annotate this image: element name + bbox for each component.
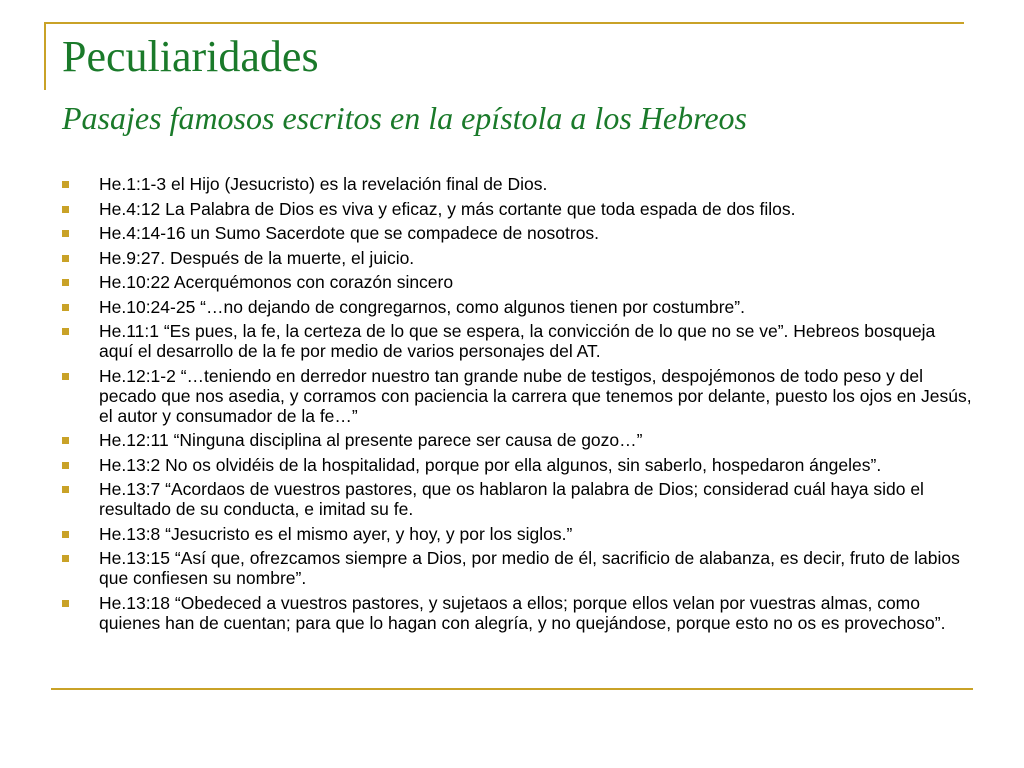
bullet-text: He.10:24-25 “…no dejando de congregarnos, como algunos tienen por costumbre”. bbox=[99, 296, 745, 317]
slide-subtitle: Pasajes famosos escritos en la epístola a los Hebreos bbox=[62, 100, 747, 136]
bullet-text: He.13:8 “Jesucristo es el mismo ayer, y hoy, y por los siglos.” bbox=[99, 523, 573, 544]
top-rule bbox=[44, 22, 964, 24]
square-bullet-icon bbox=[62, 437, 69, 444]
bullet-text: He.4:14-16 un Sumo Sacerdote que se compadece de nosotros. bbox=[99, 223, 600, 243]
bullet-text: He.13:2 No os olvidéis de la hospitalidad, porque por ella algunos, sin saberlo, hospedaron ángeles”. bbox=[99, 454, 882, 475]
square-bullet-icon bbox=[62, 600, 69, 607]
square-bullet-icon bbox=[62, 462, 69, 469]
bullet-item bbox=[62, 455, 972, 475]
square-bullet-icon bbox=[62, 230, 69, 237]
square-bullet-icon bbox=[62, 181, 69, 188]
bullet-text: He.10:22 Acerquémonos con corazón sincero bbox=[99, 272, 454, 292]
square-bullet-icon bbox=[62, 304, 69, 311]
bullet-item bbox=[62, 430, 972, 450]
bullet-text: He.12:1-2 “…teniendo en derredor nuestro tan grande nube de testigos, despojémonos de todo peso y del pecado que nos asedia, y corramos con paciencia la carrera que tenemos por delante, puesto los ojos en Jesús, el autor y consumador de la fe…” bbox=[99, 365, 972, 426]
bullet-text: He.13:15 “Así que, ofrezcamos siempre a Dios, por medio de él, sacrificio de alabanza, es decir, fruto de labios que confiesen su nombre”. bbox=[99, 548, 960, 588]
square-bullet-icon bbox=[62, 486, 69, 493]
bullet-item bbox=[62, 593, 972, 633]
bullet-text: He.9:27. Después de la muerte, el juicio. bbox=[99, 247, 415, 268]
left-rule bbox=[44, 22, 46, 90]
bullet-text: He.13:18 “Obedeced a vuestros pastores, y sujetaos a ellos; porque ellos velan por vuestras almas, como quienes han de cuentan; para que lo hagan con alegría, y no quejándose, porque esto no os es provechoso”. bbox=[99, 592, 946, 633]
bullet-item bbox=[62, 548, 972, 588]
square-bullet-icon bbox=[62, 328, 69, 335]
square-bullet-icon bbox=[62, 255, 69, 262]
bullet-text: He.4:12 La Palabra de Dios es viva y eficaz, y más cortante que toda espada de dos filos. bbox=[99, 198, 796, 219]
slide-title: Peculiaridades bbox=[62, 32, 319, 81]
bullet-item bbox=[62, 248, 972, 268]
bullet-item bbox=[62, 223, 972, 243]
bullet-text: He.1:1-3 el Hijo (Jesucristo) es la revelación final de Dios. bbox=[99, 174, 548, 194]
square-bullet-icon bbox=[62, 373, 69, 380]
bullet-item bbox=[62, 297, 972, 317]
bullet-item bbox=[62, 366, 972, 426]
bullet-item bbox=[62, 174, 972, 194]
square-bullet-icon bbox=[62, 279, 69, 286]
square-bullet-icon bbox=[62, 206, 69, 213]
bullet-list bbox=[62, 174, 972, 637]
bullet-text: He.12:11 “Ninguna disciplina al presente parece ser causa de gozo…” bbox=[99, 430, 643, 450]
bullet-item bbox=[62, 272, 972, 292]
square-bullet-icon bbox=[62, 531, 69, 538]
bullet-item bbox=[62, 524, 972, 544]
bullet-text: He.13:7 “Acordaos de vuestros pastores, que os hablaron la palabra de Dios; considerad cuál haya sido el resultado de su conducta, e imitad su fe. bbox=[99, 479, 924, 519]
bullet-text: He.11:1 “Es pues, la fe, la certeza de lo que se espera, la convicción de lo que no se ve”. Hebreos bosqueja aquí el desarrollo de la fe por medio de varios personajes del AT. bbox=[99, 321, 936, 361]
bullet-item bbox=[62, 479, 972, 519]
bullet-item bbox=[62, 321, 972, 361]
square-bullet-icon bbox=[62, 555, 69, 562]
bottom-rule bbox=[51, 688, 973, 690]
bullet-item bbox=[62, 199, 972, 219]
